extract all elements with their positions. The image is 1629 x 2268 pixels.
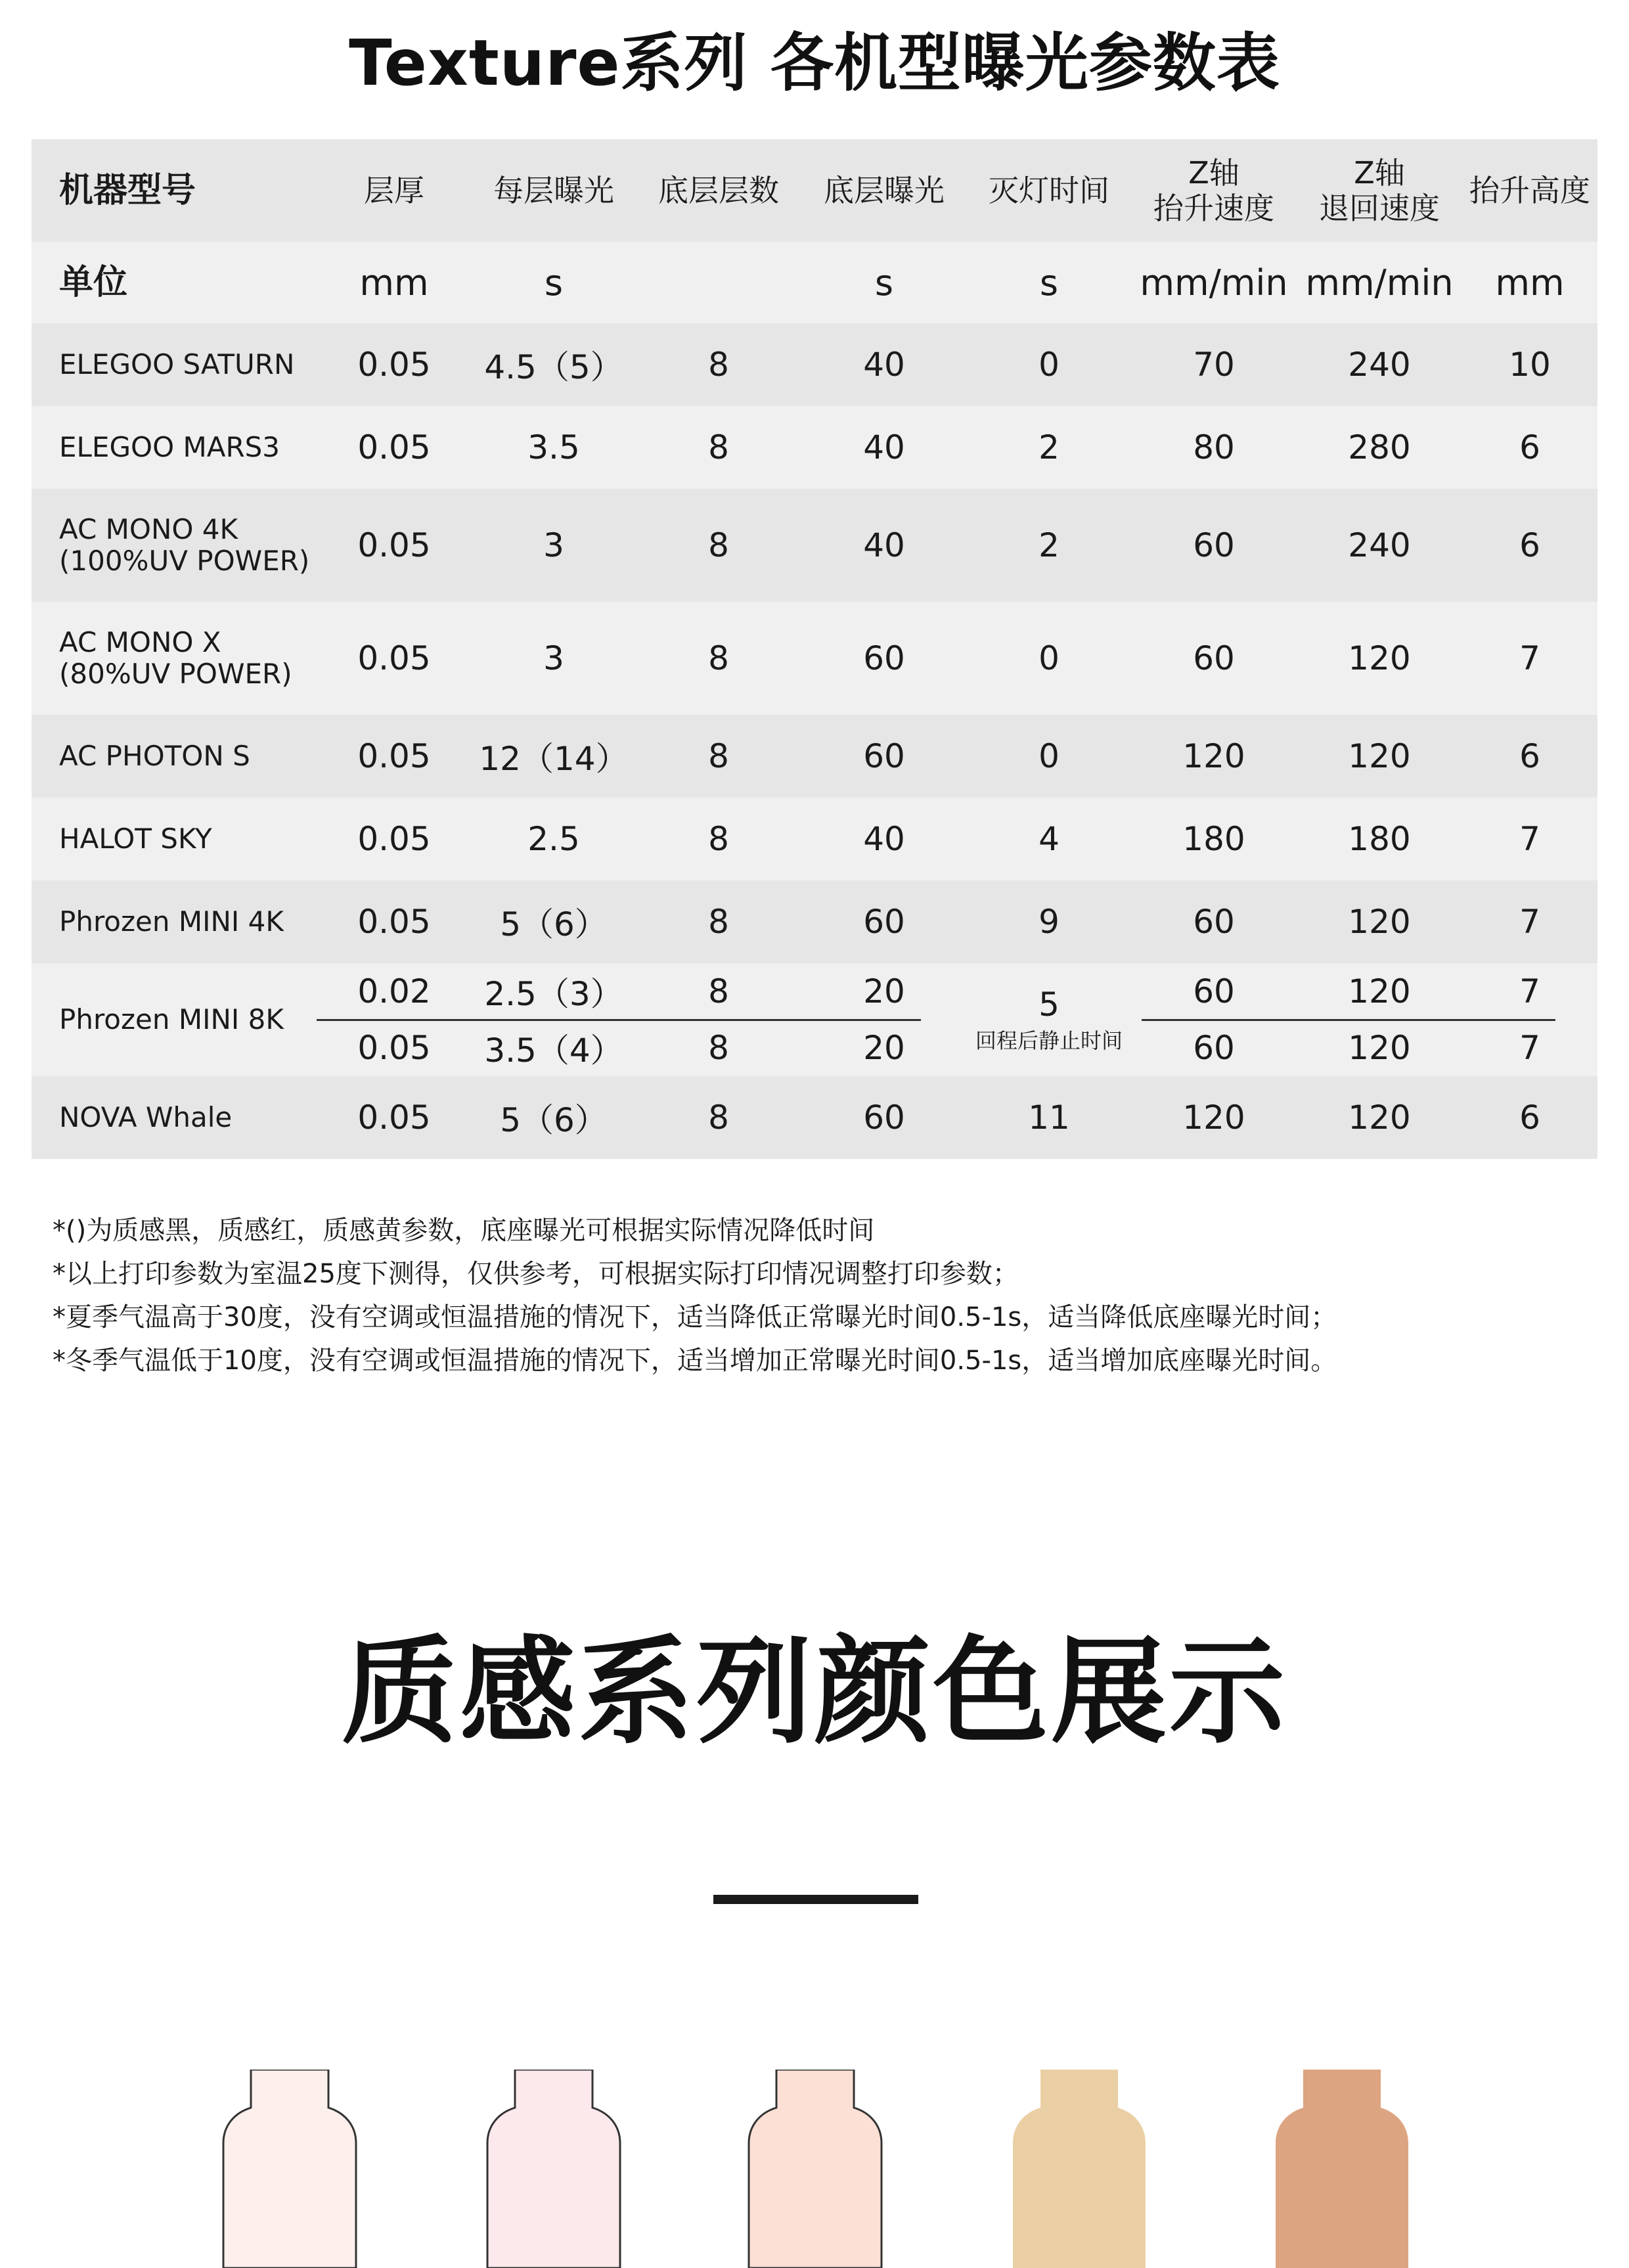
split-bottom-layers-1: 8 bbox=[708, 972, 729, 1010]
split-bottom-layers-2: 8 bbox=[708, 1029, 729, 1067]
exposure-parameter-table bbox=[32, 139, 1597, 1159]
row-z-lift: 180 bbox=[1182, 820, 1245, 858]
table-row bbox=[32, 489, 1597, 602]
footnote: *夏季气温高于30度，没有空调或恒温措施的情况下，适当降低正常曝光时间0.5-1s，适当降低底座曝光时间； bbox=[53, 1302, 1337, 1332]
row-lift-height: 6 bbox=[1519, 737, 1540, 775]
row-lift-height: 7 bbox=[1519, 820, 1540, 858]
row-z-lift: 80 bbox=[1193, 428, 1235, 466]
split-exposure-1: 2.5（3） bbox=[484, 975, 623, 1013]
unit-z-retract: mm/min bbox=[1305, 261, 1454, 304]
row-z-retract: 120 bbox=[1348, 903, 1411, 941]
table-header-row bbox=[32, 139, 1597, 242]
row-thickness: 0.05 bbox=[357, 903, 431, 941]
row-bottom-layers: 8 bbox=[708, 346, 729, 384]
row-bottom-layers: 8 bbox=[708, 820, 729, 858]
row-lift-height: 7 bbox=[1519, 639, 1540, 677]
section-divider bbox=[713, 1895, 918, 1904]
split-off-time-note: 回程后静止时间 bbox=[975, 1028, 1123, 1053]
row-bottom-layers: 8 bbox=[708, 1099, 729, 1137]
row-thickness: 0.05 bbox=[357, 1099, 431, 1137]
row-off-time: 2 bbox=[1038, 526, 1060, 564]
row-thickness: 0.05 bbox=[357, 346, 431, 384]
row-off-time: 9 bbox=[1038, 903, 1060, 941]
resin-bottle-icon bbox=[478, 2070, 629, 2268]
header-z-lift-speed bbox=[1131, 139, 1297, 242]
row-exposure: 2.5 bbox=[527, 820, 580, 858]
table-row-split bbox=[32, 963, 1597, 1076]
row-z-lift: 60 bbox=[1193, 526, 1235, 564]
row-model-name: AC PHOTON S bbox=[59, 740, 250, 772]
row-exposure: 3 bbox=[543, 526, 564, 564]
footnote: *()为质感黑，质感红，质感黄参数，底座曝光可根据实际情况降低时间 bbox=[53, 1215, 875, 1246]
table-row bbox=[32, 323, 1597, 406]
row-thickness: 0.05 bbox=[357, 820, 431, 858]
footnote: *冬季气温低于10度，没有空调或恒温措施的情况下，适当增加正常曝光时间0.5-1s，适当增加底座曝光时间。 bbox=[53, 1346, 1337, 1376]
split-lift-height-2: 7 bbox=[1519, 1029, 1540, 1067]
row-model bbox=[32, 406, 317, 489]
header-thickness: 层厚 bbox=[364, 173, 424, 208]
row-bottom-exposure: 60 bbox=[863, 1099, 905, 1137]
row-exposure: 5（6） bbox=[500, 1101, 608, 1139]
row-bottom-exposure: 60 bbox=[863, 639, 905, 677]
row-z-lift: 60 bbox=[1193, 639, 1235, 677]
table-row bbox=[32, 715, 1597, 798]
header-z-retract-line1: Z轴 bbox=[1354, 155, 1405, 191]
row-z-retract: 120 bbox=[1348, 737, 1411, 775]
row-model-name: ELEGOO SATURN bbox=[59, 348, 295, 380]
row-exposure: 5（6） bbox=[500, 905, 608, 943]
row-z-retract: 120 bbox=[1348, 1099, 1411, 1137]
header-exposure: 每层曝光 bbox=[493, 173, 614, 208]
unit-z-lift: mm/min bbox=[1140, 261, 1288, 304]
row-z-retract: 280 bbox=[1348, 428, 1411, 466]
row-model bbox=[32, 489, 317, 602]
row-bottom-layers: 8 bbox=[708, 639, 729, 677]
row-off-time: 0 bbox=[1038, 346, 1060, 384]
unit-off-time: s bbox=[1039, 261, 1059, 304]
row-model bbox=[32, 323, 317, 406]
row-off-time: 11 bbox=[1028, 1099, 1070, 1137]
split-exposure-2: 3.5（4） bbox=[484, 1032, 623, 1070]
split-lift-height-1: 7 bbox=[1519, 972, 1540, 1010]
row-thickness: 0.05 bbox=[357, 737, 431, 775]
row-model-subtitle: (100%UV POWER) bbox=[59, 545, 310, 577]
row-exposure: 4.5（5） bbox=[484, 348, 623, 386]
unit-thickness: mm bbox=[359, 261, 429, 304]
row-off-time: 0 bbox=[1038, 639, 1060, 677]
table-row bbox=[32, 602, 1597, 715]
bottle-body bbox=[1276, 2070, 1408, 2268]
row-lift-height: 7 bbox=[1519, 903, 1540, 941]
unit-lift-height: mm bbox=[1495, 261, 1565, 304]
row-model bbox=[32, 602, 317, 715]
row-z-retract: 240 bbox=[1348, 526, 1411, 564]
row-model-subtitle: (80%UV POWER) bbox=[59, 658, 292, 690]
resin-bottle-icon bbox=[1004, 2070, 1155, 2268]
row-model bbox=[32, 715, 317, 798]
row-exposure: 3 bbox=[543, 639, 564, 677]
footnotes bbox=[53, 1209, 1590, 1382]
row-bottom-layers: 8 bbox=[708, 526, 729, 564]
resin-bottle-icon bbox=[740, 2070, 891, 2268]
row-model bbox=[32, 798, 317, 880]
header-z-retract-speed bbox=[1297, 139, 1462, 242]
header-z-lift-line1: Z轴 bbox=[1188, 155, 1239, 191]
row-exposure: 12（14） bbox=[479, 740, 629, 778]
row-bottom-exposure: 40 bbox=[863, 428, 905, 466]
row-bottom-exposure: 40 bbox=[863, 346, 905, 384]
row-thickness: 0.05 bbox=[357, 639, 431, 677]
bottle-body bbox=[223, 2070, 356, 2268]
split-divider-right bbox=[1142, 1019, 1555, 1021]
row-model-name: ELEGOO MARS3 bbox=[59, 431, 280, 463]
split-off-time-value: 5 bbox=[1038, 986, 1060, 1024]
row-off-time: 0 bbox=[1038, 737, 1060, 775]
table-row bbox=[32, 406, 1597, 489]
header-bottom-layers: 底层层数 bbox=[658, 173, 779, 208]
row-model-name: Phrozen MINI 4K bbox=[59, 905, 284, 938]
resin-bottle-icon bbox=[214, 2070, 365, 2268]
page-title: Texture系列 各机型曝光参数表 bbox=[349, 26, 1280, 100]
row-lift-height: 6 bbox=[1519, 1099, 1540, 1137]
table-row bbox=[32, 1076, 1597, 1159]
row-bottom-layers: 8 bbox=[708, 903, 729, 941]
row-z-lift: 70 bbox=[1193, 346, 1235, 384]
row-model: NOVA Whale bbox=[59, 1101, 233, 1133]
header-model: 机器型号 bbox=[59, 171, 196, 210]
split-thickness-1: 0.02 bbox=[357, 972, 431, 1010]
row-bottom-layers: 8 bbox=[708, 737, 729, 775]
row-exposure: 3.5 bbox=[527, 428, 580, 466]
row-z-lift: 120 bbox=[1182, 737, 1245, 775]
row-bottom-layers: 8 bbox=[708, 428, 729, 466]
split-divider-left bbox=[317, 1019, 921, 1021]
row-bottom-exposure: 40 bbox=[863, 526, 905, 564]
color-section-title: 质感系列颜色展示 bbox=[341, 1624, 1287, 1759]
row-z-lift: 120 bbox=[1182, 1099, 1245, 1137]
table-unit-row bbox=[32, 242, 1597, 323]
row-z-retract: 120 bbox=[1348, 639, 1411, 677]
row-thickness: 0.05 bbox=[357, 526, 431, 564]
row-lift-height: 10 bbox=[1509, 346, 1551, 384]
header-off-time: 灭灯时间 bbox=[989, 173, 1109, 208]
split-bottom-exposure-1: 20 bbox=[863, 972, 905, 1010]
table-row bbox=[32, 880, 1597, 963]
split-z-lift-1: 60 bbox=[1193, 972, 1235, 1010]
row-model-name: AC MONO X bbox=[59, 626, 221, 658]
row-z-retract: 180 bbox=[1348, 820, 1411, 858]
row-lift-height: 6 bbox=[1519, 428, 1540, 466]
split-z-retract-1: 120 bbox=[1348, 972, 1411, 1010]
header-z-retract-line2: 退回速度 bbox=[1319, 191, 1440, 226]
unit-exposure: s bbox=[544, 261, 564, 304]
row-z-retract: 240 bbox=[1348, 346, 1411, 384]
split-bottom-exposure-2: 20 bbox=[863, 1029, 905, 1067]
footnote: *以上打印参数为室温25度下测得，仅供参考，可根据实际打印情况调整打印参数； bbox=[53, 1259, 1019, 1289]
row-bottom-exposure: 60 bbox=[863, 903, 905, 941]
split-row-model: Phrozen MINI 8K bbox=[59, 1003, 284, 1035]
unit-bottom-exposure: s bbox=[874, 261, 894, 304]
row-off-time: 2 bbox=[1038, 428, 1060, 466]
row-lift-height: 6 bbox=[1519, 526, 1540, 564]
resin-bottle-icon bbox=[1266, 2070, 1417, 2268]
split-z-retract-2: 120 bbox=[1348, 1029, 1411, 1067]
row-model-name: AC MONO 4K bbox=[59, 513, 238, 545]
bottle-body bbox=[1013, 2070, 1146, 2268]
header-bottom-exposure: 底层曝光 bbox=[824, 173, 945, 208]
row-bottom-exposure: 40 bbox=[863, 820, 905, 858]
header-z-lift-line2: 抬升速度 bbox=[1153, 191, 1274, 226]
header-lift-height: 抬升高度 bbox=[1469, 173, 1590, 208]
bottle-body bbox=[749, 2070, 881, 2268]
table-row bbox=[32, 798, 1597, 880]
split-thickness-2: 0.05 bbox=[357, 1029, 431, 1067]
row-model bbox=[32, 880, 317, 963]
row-off-time: 4 bbox=[1038, 820, 1060, 858]
bottle-body bbox=[487, 2070, 620, 2268]
row-thickness: 0.05 bbox=[357, 428, 431, 466]
row-model-name: HALOT SKY bbox=[59, 823, 212, 855]
split-z-lift-2: 60 bbox=[1193, 1029, 1235, 1067]
split-off-time bbox=[967, 963, 1131, 1076]
row-z-lift: 60 bbox=[1193, 903, 1235, 941]
unit-bottom-layers bbox=[636, 242, 801, 323]
row-bottom-exposure: 60 bbox=[863, 737, 905, 775]
unit-label: 单位 bbox=[59, 263, 128, 302]
